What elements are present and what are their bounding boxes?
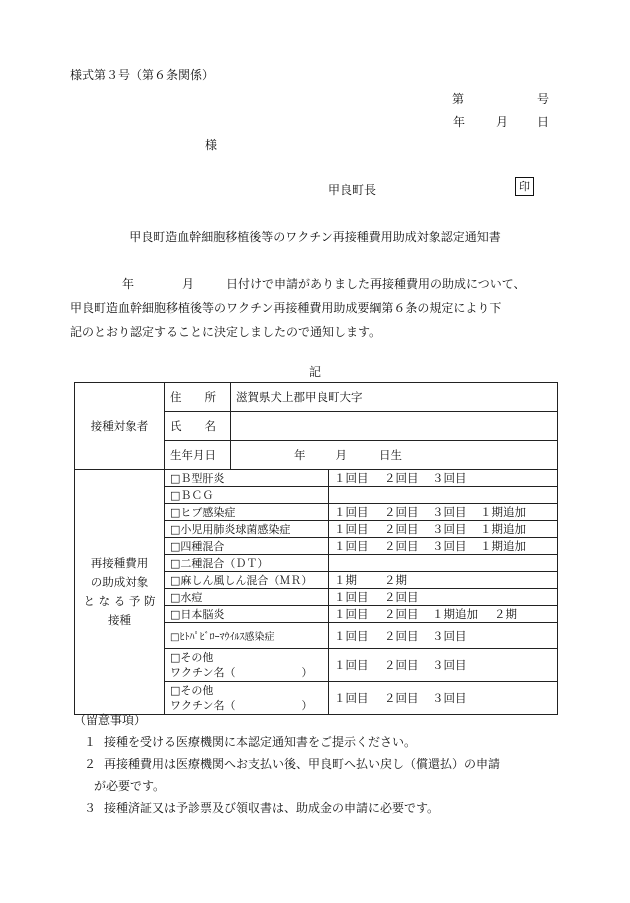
note-item-1: １ 接種を受ける医療機関に本認定通知書をご提示ください。 [84,735,417,749]
doses-other-1: １回目 ２回目 ３回目 [329,649,558,682]
vaccine-hib[interactable]: □ヒブ感染症 [165,504,329,521]
vaccine-japanese-encephalitis[interactable]: □日本脳炎 [165,606,329,623]
vaccine-section-label: 再接種費用 の助成対象 と な る 予 防 接種 [75,470,165,715]
vaccine-hpv[interactable]: □ﾋﾄﾊﾟﾋﾞﾛｰﾏｳｲﾙｽ感染症 [165,623,329,649]
doses-bcg [329,487,558,504]
dob-label: 生年月日 [165,441,231,470]
name-label: 氏 名 [165,412,231,441]
recipient-label: 接種対象者 [75,383,165,470]
vaccine-hepatitis-b[interactable]: □Ｂ型肝炎 [165,470,329,487]
issuer-mayor: 甲良町長 [328,183,377,197]
doses-mr: １期 ２期 [329,572,558,589]
vaccine-four-type[interactable]: □四種混合 [165,538,329,555]
body-line-2: 甲良町造血幹細胞移植後等のワクチン再接種費用助成要綱第６条の規定により下 [70,301,502,315]
doses-pneumococcal: １回目 ２回目 ３回目 １期追加 [329,521,558,538]
address-value: 滋賀県犬上郡甲良町大字 [231,383,558,412]
date-year: 年 [453,115,466,129]
vaccine-other-1[interactable]: □その他 ワクチン名（ ） [165,649,329,682]
notes-section [74,709,574,819]
seal-icon: 印 [515,177,534,196]
doses-hpv: １回目 ２回目 ３回目 [329,623,558,649]
ki-heading: 記 [308,365,321,379]
body-paragraph [70,272,570,344]
address-label: 住 所 [165,383,231,412]
body-line-1 [70,272,570,296]
body-year: 年 [122,277,135,291]
doses-hib: １回目 ２回目 ３回目 １期追加 [329,504,558,521]
doses-four-type: １回目 ２回目 ３回目 １期追加 [329,538,558,555]
vaccine-pneumococcal[interactable]: □小児用肺炎球菌感染症 [165,521,329,538]
name-value [231,412,558,441]
vaccine-dt[interactable]: □二種混合（ＤＴ） [165,555,329,572]
dob-value: 年 月 日生 [231,441,558,470]
doses-other-2: １回目 ２回目 ３回目 [329,682,558,715]
vaccine-mr[interactable]: □麻しん風しん混合（ＭＲ） [165,572,329,589]
form-number: 様式第３号（第６条関係） [70,68,215,82]
note-item-2-continued: が必要です。 [94,779,166,793]
body-line-1-rest: 日付けで申請がありました再接種費用の助成について、 [226,277,526,291]
note-item-2: ２ 再接種費用は医療機関へお支払い後、甲良町へ払い戻し（償還払）の申請 [84,757,501,771]
vaccine-varicella[interactable]: □水痘 [165,589,329,606]
date-month: 月 [496,115,509,129]
number-prefix: 第 [452,92,465,106]
doses-hepatitis-b: １回目 ２回目 ３回目 [329,470,558,487]
certification-table [74,382,558,715]
vaccine-other-2[interactable]: □その他 ワクチン名（ ） [165,682,329,715]
addressee-honorific: 様 [205,138,218,152]
notes-heading: （留意事項） [74,713,147,727]
vaccine-bcg[interactable]: □ＢＣＧ [165,487,329,504]
body-line-3: 記のとおり認定することに決定しましたので通知します。 [70,325,382,339]
document-title: 甲良町造血幹細胞移植後等のワクチン再接種費用助成対象認定通知書 [129,230,501,244]
doses-varicella: １回目 ２回目 [329,589,558,606]
note-item-3: ３ 接種済証又は予診票及び領収書は、助成金の申請に必要です。 [84,801,440,815]
doses-dt [329,555,558,572]
body-month: 月 [182,277,195,291]
date-day: 日 [537,115,550,129]
number-suffix: 号 [537,92,550,106]
doses-japanese-encephalitis: １回目 ２回目 １期追加 ２期 [329,606,558,623]
